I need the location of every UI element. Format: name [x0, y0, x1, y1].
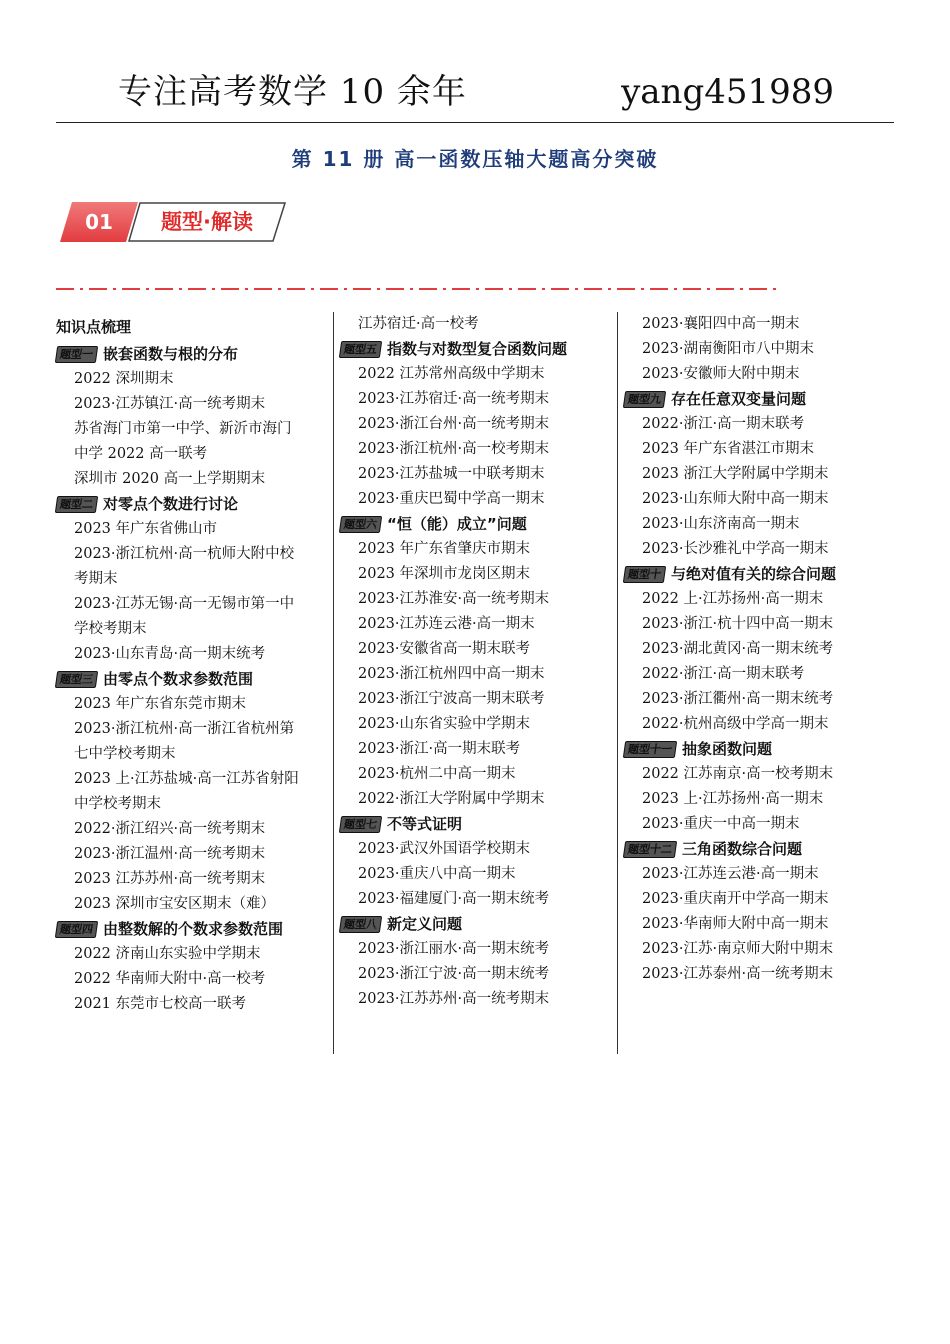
list-item[interactable]: 2023·华南师大附中高一期末 [642, 916, 829, 932]
list-item[interactable]: 2022 江苏南京·高一校考期末 [642, 766, 834, 782]
header-divider [56, 122, 894, 123]
list-item[interactable]: 2023 年广东省肇庆市期末 [358, 541, 531, 557]
section-label: 题型·解读 [161, 210, 253, 234]
list-item[interactable]: 2023·襄阳四中高一期末 [642, 316, 800, 332]
list-item[interactable]: 2023·江苏宿迁·高一统考期末 [358, 391, 550, 407]
topic-title: 新定义问题 [387, 915, 463, 933]
list-item[interactable]: 深圳市 2020 高一上学期期末 [74, 471, 266, 487]
topic-tag: 题型五 [339, 341, 382, 358]
list-item[interactable]: 2022·浙江·高一期末联考 [642, 666, 805, 682]
column-divider-2 [617, 312, 618, 1054]
topic-tag: 题型十二 [623, 841, 677, 858]
topic-tag: 题型十一 [623, 741, 677, 758]
list-item[interactable]: 2023·浙江温州·高一统考期末 [74, 846, 266, 862]
list-item[interactable]: 2023 年广东省东莞市期末 [74, 696, 247, 712]
list-item[interactable]: 苏省海门市第一中学、新沂市海门 [74, 421, 292, 437]
topic-tag: 题型七 [339, 816, 382, 833]
list-item[interactable]: 2023·湖北黄冈·高一期末统考 [642, 641, 834, 657]
topic-heading-1[interactable] [56, 342, 328, 367]
header-left-text: 专注高考数学 10 余年 [118, 72, 467, 112]
topic-tag: 题型六 [339, 516, 382, 533]
topic-title: 指数与对数型复合函数问题 [387, 340, 568, 358]
topic-heading-10[interactable] [624, 562, 896, 587]
list-item[interactable]: 2023·江苏·南京师大附中期末 [642, 941, 834, 957]
list-item[interactable]: 2023·浙江·杭十四中高一期末 [642, 616, 834, 632]
list-item[interactable]: 2023·福建厦门·高一期末统考 [358, 891, 550, 907]
list-item[interactable]: 2023·山东师大附中高一期末 [642, 491, 829, 507]
topic-title: 对零点个数进行讨论 [103, 495, 239, 513]
list-item[interactable]: 2022 华南师大附中·高一校考 [74, 971, 266, 987]
section-number-badge [60, 202, 138, 242]
list-item[interactable]: 2023·浙江杭州·高一杭师大附中校 [74, 546, 295, 562]
decorative-dash-divider [56, 286, 776, 292]
list-item[interactable]: 2023 上·江苏扬州·高一期末 [642, 791, 824, 807]
list-item[interactable]: 2023 深圳市宝安区期末（难） [74, 896, 276, 912]
topic-title: 三角函数综合问题 [682, 840, 803, 858]
list-item[interactable]: 2023 上·江苏盐城·高一江苏省射阳 [74, 771, 299, 787]
list-item-continuation[interactable]: 学校考期末 [74, 621, 147, 637]
topic-title: “恒（能）成立”问题 [387, 515, 527, 533]
toc-column-2 [340, 312, 612, 1012]
page-title: 第 11 册 高一函数压轴大题高分突破 [291, 147, 659, 171]
list-item[interactable]: 2023·江苏苏州·高一统考期末 [358, 991, 550, 1007]
list-item[interactable]: 2023 年广东省湛江市期末 [642, 441, 815, 457]
topic-title: 与绝对值有关的综合问题 [671, 565, 837, 583]
list-item[interactable]: 2023·浙江杭州·高一校考期末 [358, 441, 550, 457]
list-item[interactable]: 2023·江苏淮安·高一统考期末 [358, 591, 550, 607]
list-item[interactable]: 2023 浙江大学附属中学期末 [642, 466, 829, 482]
list-item-continuation[interactable]: 中学校考期末 [74, 796, 161, 812]
list-item[interactable]: 2023·重庆一中高一期末 [642, 816, 800, 832]
list-item[interactable]: 2023·浙江衢州·高一期末统考 [642, 691, 834, 707]
header-right-text: yang451989 [621, 72, 834, 112]
list-item[interactable]: 2023·山东青岛·高一期末统考 [74, 646, 266, 662]
list-item[interactable]: 2023·重庆南开中学高一期末 [642, 891, 829, 907]
list-item[interactable]: 2023·浙江宁波高一期末联考 [358, 691, 545, 707]
list-item[interactable]: 2023·浙江杭州四中高一期末 [358, 666, 545, 682]
list-item[interactable]: 2023·浙江丽水·高一期末统考 [358, 941, 550, 957]
list-item[interactable]: 2023·江苏镇江·高一统考期末 [74, 396, 266, 412]
list-item[interactable]: 2023 年广东省佛山市 [74, 521, 218, 537]
list-item[interactable]: 2023·江苏泰州·高一统考期末 [642, 966, 834, 982]
section-label-box [128, 202, 286, 242]
list-item[interactable]: 2023·浙江台州·高一统考期末 [358, 416, 550, 432]
topic-tag: 题型一 [55, 346, 98, 363]
topic-tag: 题型十 [623, 566, 666, 583]
list-item[interactable]: 2023·湖南衡阳市八中期末 [642, 341, 815, 357]
list-item[interactable]: 2022·浙江大学附属中学期末 [358, 791, 545, 807]
list-item[interactable]: 2023·山东济南高一期末 [642, 516, 800, 532]
topic-heading-6[interactable] [340, 512, 612, 537]
list-item[interactable]: 2022·浙江绍兴·高一统考期末 [74, 821, 266, 837]
topic-heading-5[interactable] [340, 337, 612, 362]
list-item[interactable]: 2023·浙江·高一期末联考 [358, 741, 521, 757]
list-item[interactable]: 2023·山东省实验中学期末 [358, 716, 531, 732]
topic-heading-12[interactable] [624, 837, 896, 862]
topic-tag: 题型四 [55, 921, 98, 938]
topic-title: 由整数解的个数求参数范围 [103, 920, 284, 938]
list-item[interactable]: 2023·浙江宁波·高一期末统考 [358, 966, 550, 982]
toc-column-3 [624, 312, 896, 987]
list-item-continuation[interactable]: 中学 2022 高一联考 [74, 446, 208, 462]
section-number: 01 [85, 210, 113, 234]
topic-heading-8[interactable] [340, 912, 612, 937]
list-item[interactable]: 2023·重庆巴蜀中学高一期末 [358, 491, 545, 507]
list-item[interactable]: 2023·江苏连云港·高一期末 [358, 616, 535, 632]
list-item[interactable]: 2022 深圳期末 [74, 371, 174, 387]
list-item[interactable]: 2022 江苏常州高级中学期末 [358, 366, 545, 382]
topic-heading-3[interactable] [56, 667, 328, 692]
list-item[interactable]: 2023·安徽师大附中期末 [642, 366, 800, 382]
list-item[interactable]: 2022·浙江·高一期末联考 [642, 416, 805, 432]
list-item-continuation[interactable]: 江苏宿迁·高一校考 [358, 316, 479, 332]
list-item-continuation[interactable]: 考期末 [74, 571, 118, 587]
topic-title: 由零点个数求参数范围 [103, 670, 254, 688]
topic-title: 不等式证明 [387, 815, 463, 833]
list-item[interactable]: 2023 年深圳市龙岗区期末 [358, 566, 531, 582]
topic-heading-9[interactable] [624, 387, 896, 412]
list-item[interactable]: 2023·浙江杭州·高一浙江省杭州第 [74, 721, 295, 737]
topic-heading-4[interactable] [56, 917, 328, 942]
topic-tag: 题型九 [623, 391, 666, 408]
topic-heading-11[interactable] [624, 737, 896, 762]
list-item[interactable]: 2021 东莞市七校高一联考 [74, 996, 247, 1012]
knowledge-points-title: 知识点梳理 [56, 318, 132, 336]
topic-title: 嵌套函数与根的分布 [103, 345, 239, 363]
list-item[interactable]: 2023·江苏盐城一中联考期末 [358, 466, 545, 482]
topic-heading-2[interactable] [56, 492, 328, 517]
topic-heading-7[interactable] [340, 812, 612, 837]
topic-title: 存在任意双变量问题 [671, 390, 807, 408]
list-item[interactable]: 2023·安徽省高一期末联考 [358, 641, 531, 657]
list-item[interactable]: 2023·长沙雅礼中学高一期末 [642, 541, 829, 557]
list-item[interactable]: 2023 江苏苏州·高一统考期末 [74, 871, 266, 887]
topic-title: 抽象函数问题 [682, 740, 773, 758]
topic-tag: 题型八 [339, 916, 382, 933]
column-divider-1 [333, 312, 334, 1054]
list-item[interactable]: 2022·杭州高级中学高一期末 [642, 716, 829, 732]
list-item[interactable]: 2023·江苏无锡·高一无锡市第一中 [74, 596, 295, 612]
topic-tag: 题型二 [55, 496, 98, 513]
list-item[interactable]: 2023·重庆八中高一期末 [358, 866, 516, 882]
list-item[interactable]: 2022 上·江苏扬州·高一期末 [642, 591, 824, 607]
list-item[interactable]: 2022 济南山东实验中学期末 [74, 946, 261, 962]
list-item-continuation[interactable]: 七中学校考期末 [74, 746, 176, 762]
list-item[interactable]: 2023·江苏连云港·高一期末 [642, 866, 819, 882]
topic-tag: 题型三 [55, 671, 98, 688]
list-item[interactable]: 2023·杭州二中高一期末 [358, 766, 516, 782]
list-item[interactable]: 2023·武汉外国语学校期末 [358, 841, 531, 857]
toc-column-1 [56, 312, 328, 1017]
